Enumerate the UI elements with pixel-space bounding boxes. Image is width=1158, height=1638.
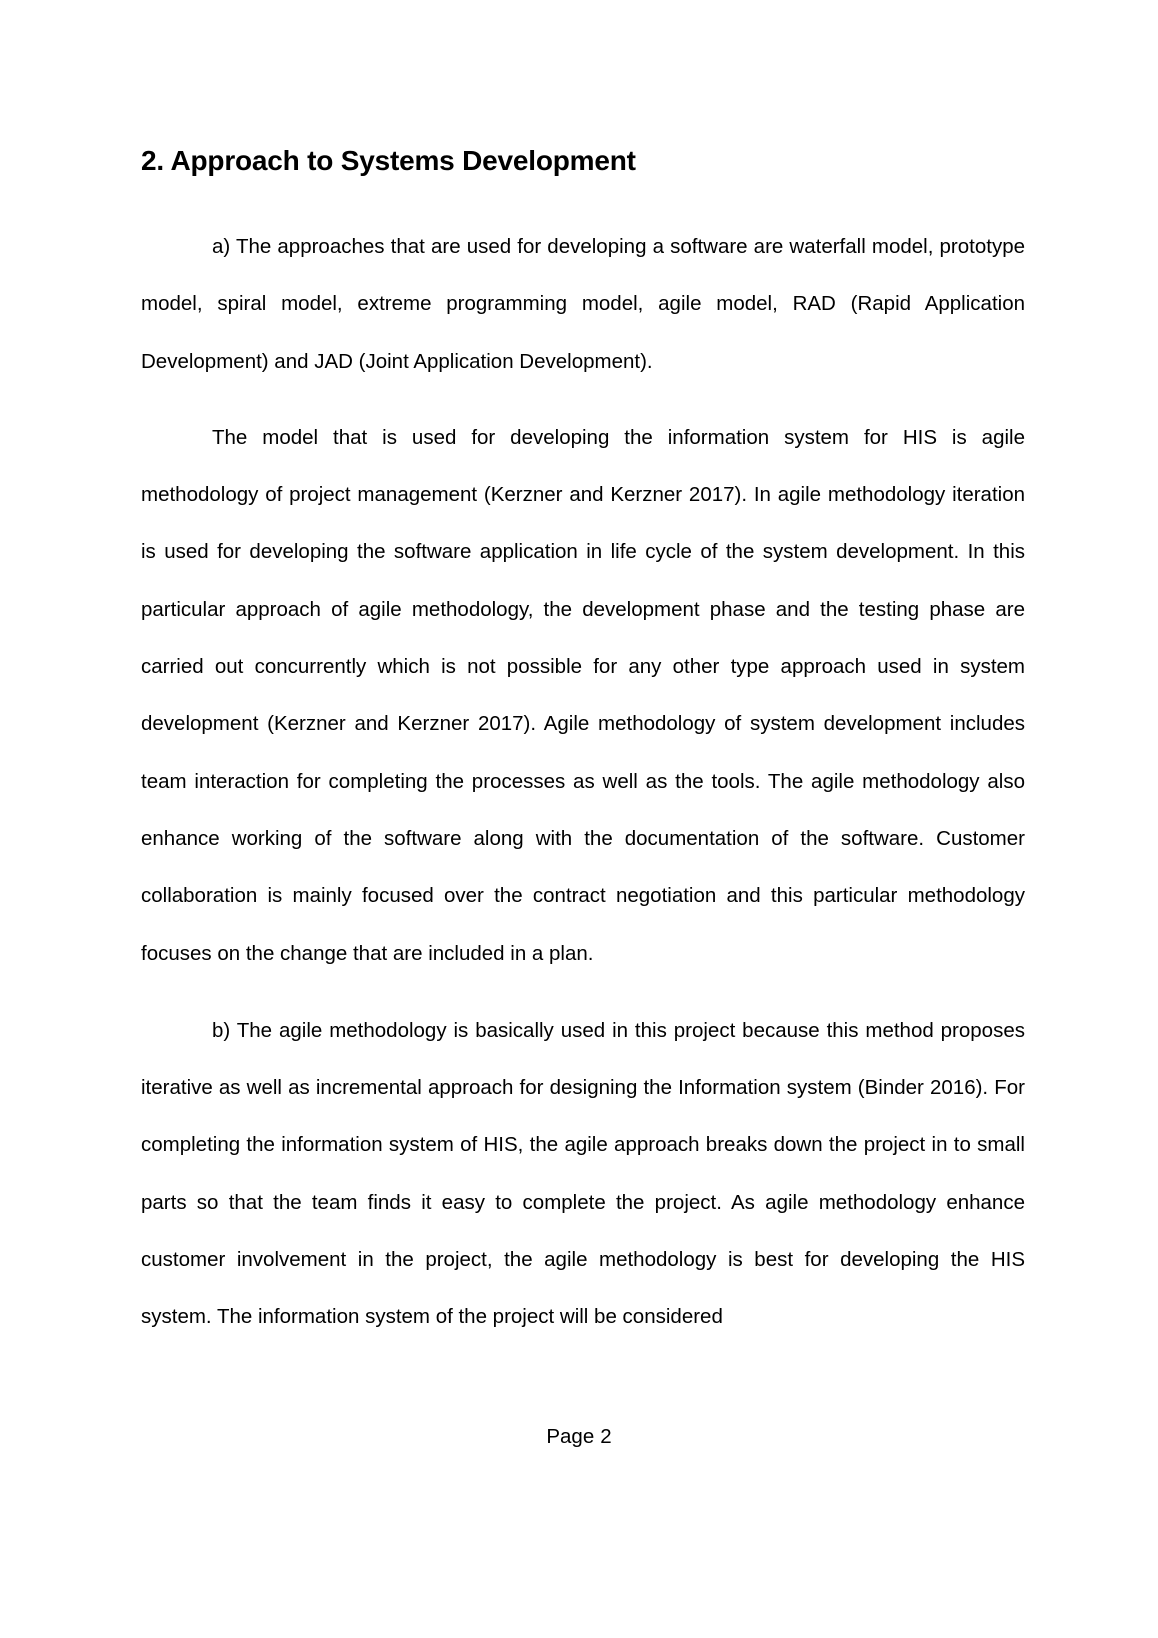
page-number: 2 <box>600 1425 612 1448</box>
page-content <box>141 138 1025 1346</box>
paragraph-agile-model: The model that is used for developing the information system for HIS is agile methodology of project management (Kerzner and Kerzner 2017). In agile methodology iteration is used for developing the software application in life cycle of the system development. In this particular approach of agile methodology, the development phase and the testing phase are carried out concurrently which is not possible for any other type approach used in system development (Kerzner and Kerzner 2017). Agile methodology of system development includes team interaction for completing the processes as well as the tools. The agile methodology also enhance working of the software along with the documentation of the software. Customer collaboration is mainly focused over the contract negotiation and this particular methodology focuses on the change that are included in a plan. <box>141 425 1025 965</box>
page-label: Page <box>546 1425 595 1448</box>
paragraph-approaches: a) The approaches that are used for developing a software are waterfall model, prototype model, spiral model, extreme programming model, agile model, RAD (Rapid Application Development) and JAD (Joint Application Development). <box>141 235 1025 373</box>
paragraph-agile-reason: b) The agile methodology is basically used in this project because this method proposes iterative as well as incremental approach for designing the Information system (Binder 2016). For completing the information system of HIS, the agile approach breaks down the project in to small parts so that the team finds it easy to complete the project. As agile methodology enhance customer involvement in the project, the agile methodology is best for developing the HIS system. The information system of the project will be considered <box>141 1018 1025 1329</box>
section-heading: 2. Approach to Systems Development <box>141 145 636 176</box>
page-footer <box>0 1422 1158 1452</box>
